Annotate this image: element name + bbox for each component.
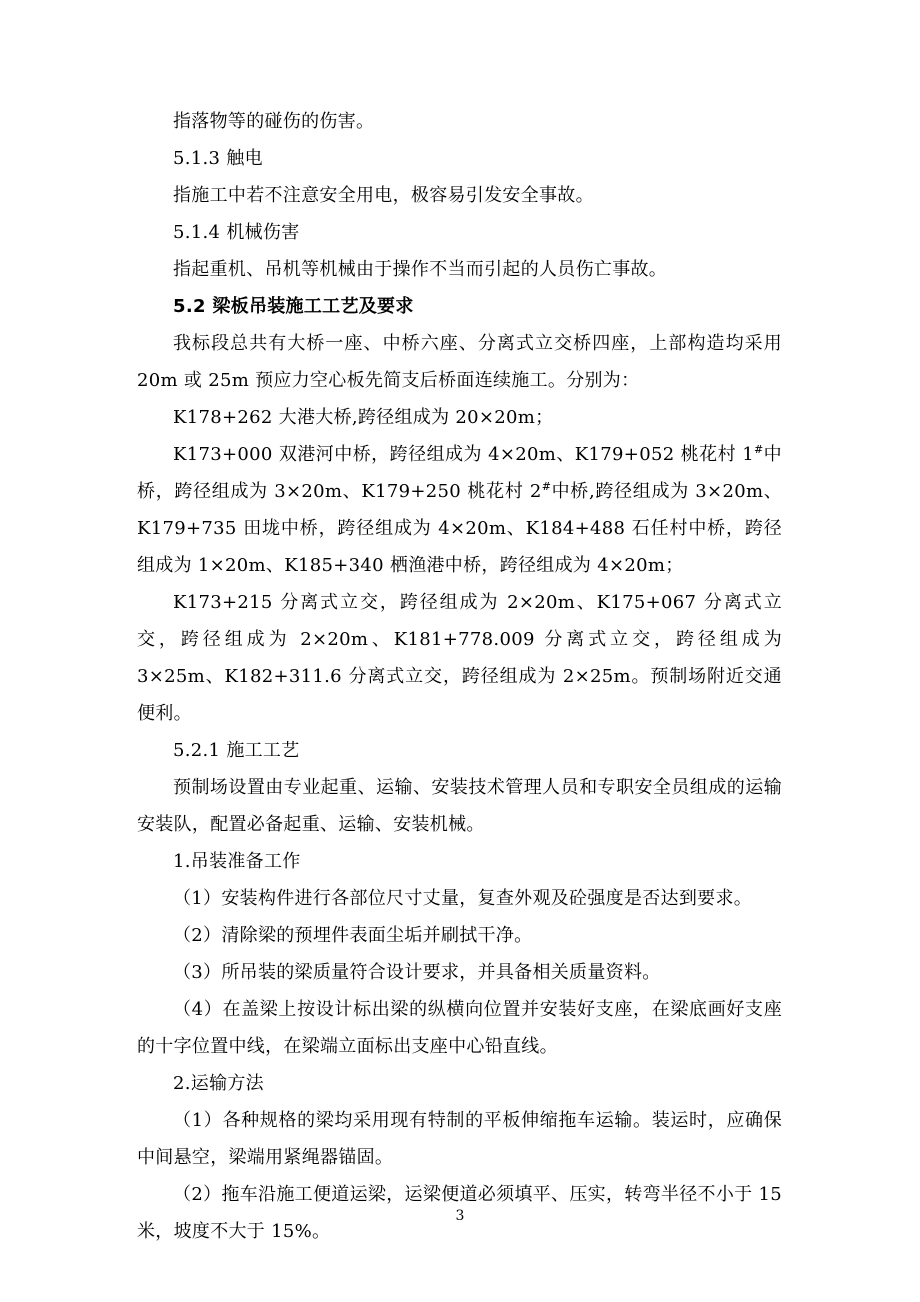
list-item: （1）各种规格的梁均采用现有特制的平板伸缩拖车运输。装运时，应确保中间悬空，梁端用紧绳器锚固。 [137,1110,782,1168]
superscript: # [753,443,764,456]
text-run: 中桥,跨径组成为 3×20m、K179+735 田垅中桥，跨径组成为 4×20m、K184+488 石任村中桥，跨径组成为 1×20m、K185+340 栖渔港中桥，跨径组成为 4×20m； [137,481,783,576]
subsection-heading-5-1-3: 5.1.3 触电 [173,148,263,169]
text-run: K173+000 双港河中桥，跨径组成为 4×20m、K179+052 桃花村 1 [173,444,754,465]
paragraph: 指起重机、吊机等机械由于操作不当而引起的人员伤亡事故。 [173,259,668,280]
subsection-heading-5-2-1: 5.2.1 施工工艺 [173,740,300,761]
section-heading-5-2: 5.2 梁板吊装施工工艺及要求 [173,296,414,317]
subsection-heading-5-1-4: 5.1.4 机械伤害 [173,222,300,243]
list-item: （3）所吊装的梁质量符合设计要求，并具备相关质量资料。 [173,962,661,983]
list-item: （1）安装构件进行各部位尺寸丈量，复查外观及砼强度是否达到要求。 [173,888,753,909]
list-item: （4）在盖梁上按设计标出梁的纵横向位置并安装好支座，在梁底画好支座的十字位置中线，在梁端立面标出支座中心铅直线。 [137,999,782,1057]
superscript: # [541,480,552,493]
paragraph: K178+262 大港大桥,跨径组成为 20×20m； [173,407,554,428]
bridge-list-paragraph [137,436,782,584]
list-item: （2）拖车沿施工便道运梁，运梁便道必须填平、压实，转弯半径不小于 15 米，坡度不大于 15%。 [137,1184,782,1242]
text-run: 中桥，跨径组成为 3×20m、K179+250 桃花村 2 [137,444,782,502]
page-number: 3 [455,1208,465,1224]
list-heading-1: 1.吊装准备工作 [173,851,301,872]
paragraph: 我标段总共有大桥一座、中桥六座、分离式立交桥四座，上部构造均采用 20m 或 25m 预应力空心板先简支后桥面连续施工。分别为： [137,333,782,391]
paragraph: K173+215 分离式立交，跨径组成为 2×20m、K175+067 分离式立交，跨径组成为 2×20m、K181+778.009 分离式立交，跨径组成为 3×25m、K182+311.6 分离式立交，跨径组成为 2×25m。预制场附近交通便利。 [137,592,782,724]
list-heading-2: 2.运输方法 [173,1073,264,1094]
list-item: （2）清除梁的预埋件表面尘垢并刷拭干净。 [173,925,533,946]
paragraph: 指施工中若不注意安全用电，极容易引发安全事故。 [173,185,594,206]
page-body [137,103,782,1250]
paragraph: 指落物等的碰伤的伤害。 [173,111,375,132]
paragraph: 预制场设置由专业起重、运输、安装技术管理人员和专职安全员组成的运输安装队，配置必备起重、运输、安装机械。 [137,777,782,835]
